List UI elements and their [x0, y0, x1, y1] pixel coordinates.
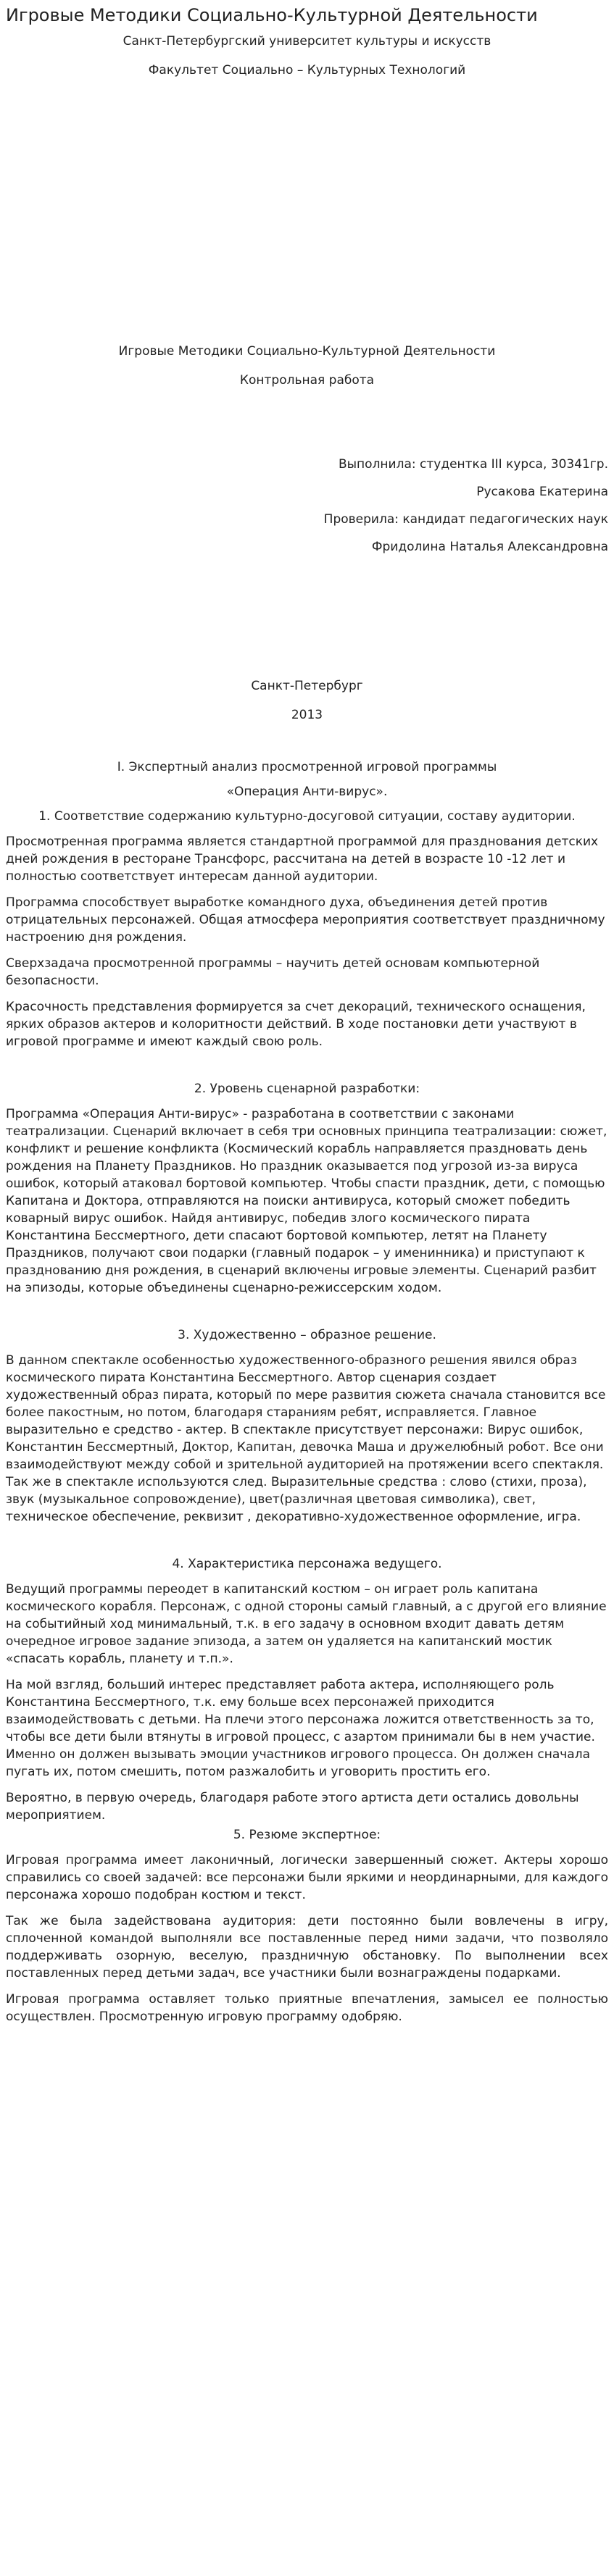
university-name: Санкт-Петербургский университет культуры и искусств — [123, 34, 491, 49]
section3-paragraph-1: В данном спектакле особенностью художественного-образного решения явился образ космического пирата Константина Бессмертного. Автор сценария создает художественный образ пирата, который по мере развития сюжета сначала становится все более пакостным, но потом, благодаря стараниям ребят, исправляется. Главное выразительно е средство - актер. В спектакле присутствует персонажи: Вирус ошибок, Константин Бессмертный, Доктор, Капитан, девочка Маша и дружелюбный робот. Все они взаимодействуют между собой и зрительной аудиторией на протяжении всего спектакля. Так же в спектакле используются след. Выразительные средства : слово (стихи, проза), звук (музыкальное сопровождение), цвет(различная цветовая символика), свет, техническое обеспечение, реквизит , декоративно-художественное оформление, игра. — [6, 1353, 606, 1524]
faculty-name: Факультет Социально – Культурных Технологий — [148, 63, 466, 78]
section1-paragraph-2: Программа способствует выработке командного духа, объединения детей против отрицательных персонажей. Общая атмосфера мероприятия соответствует праздничному настроению дня рождения. — [6, 895, 605, 945]
section4-paragraph-2: На мой взгляд, больший интерес представляет работа актера, исполняющего роль Константина Бессмертного, т.к. ему больше всех персонажей приходится взаимодействовать с детьми. На плечи этого персонажа ложится ответственность за то, чтобы все дети были втянуты в игровой процесс, с азартом принимали бы в нем участие. Именно он должен вызывать эмоции участников игрового процесса. Он должен сначала пугать их, потом смешить, потом разжалобить и уговорить простить его. — [6, 1678, 595, 1779]
program-name: «Операция Анти-вирус». — [226, 785, 388, 799]
section5-heading: 5. Резюме экспертное: — [233, 1828, 381, 1842]
teacher-name: Фридолина Наталья Александровна — [371, 540, 608, 554]
section5-paragraph-2: Так же была задействована аудитория: дети постоянно были вовлечены в игру, сплоченной командой выполняли все поставленные перед ними задачи, что позволяло поддерживать озорную, веселую, праздничную обстановку. По выполнении всех поставленных перед детьми задач, все участники были вознаграждены подарками. — [6, 1914, 608, 1981]
document-title: Игровые Методики Социально-Культурной Деятельности — [6, 5, 538, 25]
section1-paragraph-3: Сверхзадача просмотренной программы – научить детей основам компьютерной безопасности. — [6, 956, 540, 988]
city: Санкт-Петербург — [251, 679, 363, 693]
performed-by: Выполнила: студентка III курса, 30341гр. — [338, 457, 608, 472]
section2-heading: 2. Уровень сценарной разработки: — [194, 1082, 420, 1096]
checked-by: Проверила: кандидат педагогических наук — [323, 512, 608, 527]
section1-paragraph-1: Просмотренная программа является стандартной программой для празднования детских дней рождения в ресторане Трансфорс, рассчитана на детей в возрасте 10 -12 лет и полностью соответствует интересам данной аудитории. — [6, 835, 599, 884]
section5-paragraph-1: Игровая программа имеет лаконичный, логически завершенный сюжет. Актеры хорошо справились со своей задачей: все персонажи были яркими и неординарными, для каждого персонажа хорошо подобран костюм и текст. — [6, 1853, 608, 1902]
work-title: Игровые Методики Социально-Культурной Деятельности — [118, 344, 496, 359]
section1-paragraph-4: Красочность представления формируется за счет декораций, технического оснащения, ярких образов актеров и колоритности действий. В ходе постановки дети участвуют в игровой программе и имеют каждый свою роль. — [6, 1000, 586, 1049]
section4-paragraph-3: Вероятно, в первую очередь, благодаря работе этого артиста дети остались довольны мероприятием. — [6, 1791, 579, 1823]
item1-heading: 1. Соответствие содержанию культурно-досуговой ситуации, составу аудитории. — [38, 809, 576, 824]
section2-paragraph-1: Программа «Операция Анти-вирус» - разработана в соответствии с законами театрализации. Сценарий включает в себя три основных принципа театрализации: сюжет, конфликт и решение конфликта (Космический корабль направляется праздновать день рождения на Планету Праздников. Но праздник оказывается под угрозой из-за вируса ошибок, который атаковал бортовой компьютер. Чтобы спасти праздник, дети, с помощью Капитана и Доктора, отправляются на поиски антивируса, который сможет победить коварный вирус ошибок. Найдя антивирус, победив злого космического пирата Константина Бессмертного, дети спасают бортовой компьютер, летят на Планету Праздников, получают свои подарки (главный подарок – у именинника) и приступают к празднованию дня рождения, в сценарий включены игровые элементы. Сценарий разбит на эпизоды, которые объединены сценарно-режиссерским ходом. — [6, 1107, 607, 1295]
year: 2013 — [291, 708, 323, 722]
analysis-heading: I. Экспертный анализ просмотренной игровой программы — [117, 760, 497, 774]
section4-paragraph-1: Ведущий программы переодет в капитанский костюм – он играет роль капитана космического корабля. Персонаж, с одной стороны самый главный, а с другой его влияние на событийный ход минимальный, т.к. в его задачу в основном входит давать детям очередное игровое задание эпизода, а затем он удаляется на капитанский мостик «спасать корабль, планету и т.п.». — [6, 1582, 607, 1666]
work-type: Контрольная работа — [239, 373, 375, 388]
section4-heading: 4. Характеристика персонажа ведущего. — [172, 1557, 442, 1571]
section3-heading: 3. Художественно – образное решение. — [178, 1328, 436, 1342]
document-body — [0, 759, 614, 2034]
section5-paragraph-3: Игровая программа оставляет только приятные впечатления, замысел ее полностью осуществлен. Просмотренную игровую программу одобряю. — [6, 1992, 608, 2024]
student-name: Русакова Екатерина — [476, 485, 608, 499]
